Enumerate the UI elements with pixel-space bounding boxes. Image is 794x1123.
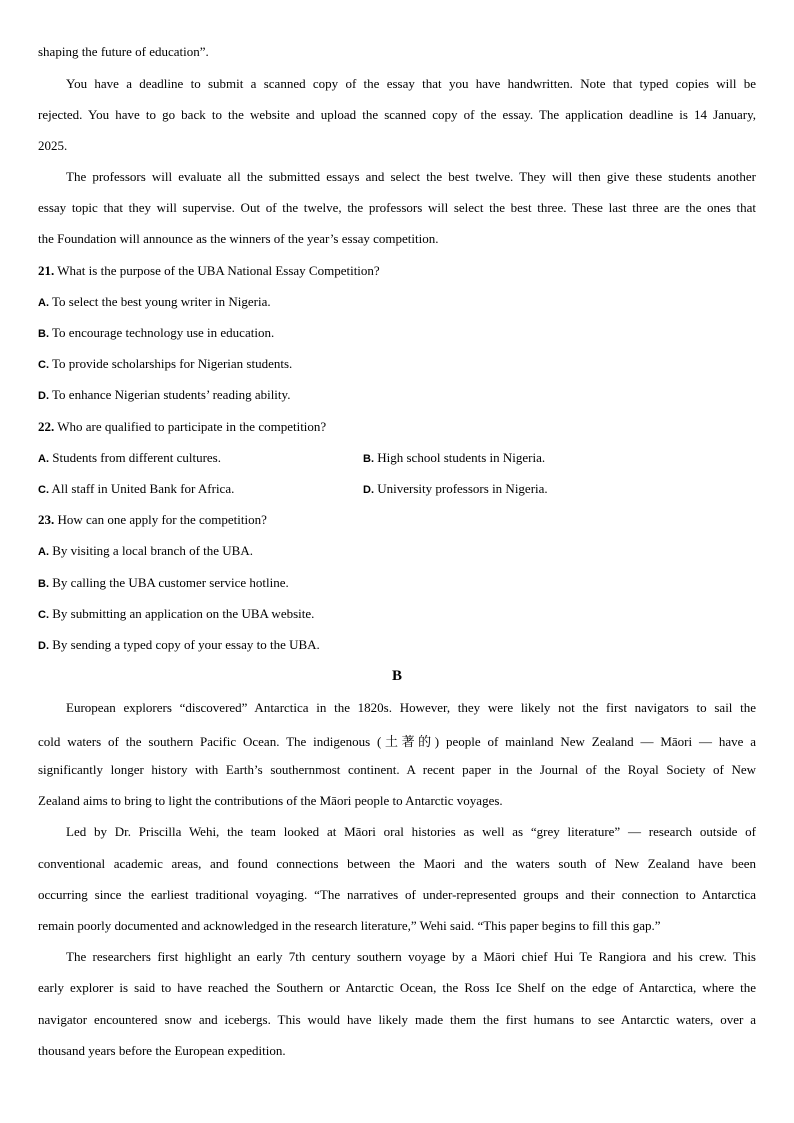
option-letter: C. xyxy=(38,609,49,621)
option-text: By sending a typed copy of your essay to the UBA. xyxy=(52,637,320,652)
option-23-a xyxy=(38,543,253,559)
option-letter: A. xyxy=(38,297,49,309)
passage-line: You have a deadline to submit a scanned copy of the essay that you have handwritten. Note that typed copies will be xyxy=(66,76,756,91)
option-letter: A. xyxy=(38,453,49,465)
question-text: How can one apply for the competition? xyxy=(57,512,267,527)
passage-line: rejected. You have to go back to the website and upload the scanned copy of the essay. The application deadline is 14 January, xyxy=(38,107,756,122)
option-letter: B. xyxy=(38,578,49,590)
option-22-c xyxy=(38,481,234,497)
passage-line: occurring since the earliest traditional voyaging. “The narratives of under-represented groups and their connection to Antarctica xyxy=(38,887,756,902)
question-22 xyxy=(38,419,326,435)
option-text: Students from different cultures. xyxy=(52,450,221,465)
passage-line: navigator encountered snow and icebergs. This would have likely made them the first humans to see Antarctic waters, over a xyxy=(38,1012,756,1027)
option-letter: A. xyxy=(38,546,49,558)
question-21 xyxy=(38,263,380,279)
option-text: To provide scholarships for Nigerian students. xyxy=(52,356,293,371)
option-text: By visiting a local branch of the UBA. xyxy=(52,543,253,558)
option-text: All staff in United Bank for Africa. xyxy=(51,481,235,496)
option-letter: D. xyxy=(363,484,374,496)
option-23-c xyxy=(38,606,314,622)
option-21-d xyxy=(38,387,290,403)
option-text: University professors in Nigeria. xyxy=(377,481,548,496)
option-letter: B. xyxy=(363,453,374,465)
question-text: Who are qualified to participate in the competition? xyxy=(57,419,327,434)
passage-line: The professors will evaluate all the submitted essays and select the best twelve. They will then give these students another xyxy=(66,169,756,184)
option-text: To enhance Nigerian students’ reading ability. xyxy=(52,387,291,402)
passage-line: the Foundation will announce as the winners of the year’s essay competition. xyxy=(38,231,439,246)
question-number: 21. xyxy=(38,263,55,278)
option-letter: D. xyxy=(38,640,49,652)
passage-line: Zealand aims to bring to light the contributions of the Māori people to Antarctic voyages. xyxy=(38,793,503,808)
passage-line: thousand years before the European expedition. xyxy=(38,1043,286,1058)
option-letter: C. xyxy=(38,359,49,371)
option-21-a xyxy=(38,294,271,310)
option-22-d xyxy=(363,481,548,497)
passage-line: significantly longer history with Earth’s southernmost continent. A recent paper in the Journal of the Royal Society of New xyxy=(38,762,756,777)
question-number: 22. xyxy=(38,419,55,434)
option-text: By calling the UBA customer service hotline. xyxy=(52,575,289,590)
option-21-b xyxy=(38,325,274,341)
passage-line: The researchers first highlight an early 7th century southern voyage by a Māori chief Hui Te Rangiora and his crew. This xyxy=(66,949,756,964)
option-letter: B. xyxy=(38,328,49,340)
option-text: High school students in Nigeria. xyxy=(377,450,546,465)
option-letter: C. xyxy=(38,484,49,496)
question-text: What is the purpose of the UBA National Essay Competition? xyxy=(57,263,380,278)
section-heading: B xyxy=(391,668,402,684)
option-text: By submitting an application on the UBA website. xyxy=(52,606,315,621)
option-text: To encourage technology use in education. xyxy=(52,325,275,340)
option-23-d xyxy=(38,637,320,653)
passage-line: conventional academic areas, and found connections between the Maori and the waters south of New Zealand have been xyxy=(38,856,756,871)
passage-line: remain poorly documented and acknowledged in the research literature,” Wehi said. “This paper begins to fill this gap.” xyxy=(38,918,661,933)
option-letter: D. xyxy=(38,390,49,402)
question-23 xyxy=(38,512,267,528)
passage-line: early explorer is said to have reached the Southern or Antarctic Ocean, the Ross Ice Shelf on the edge of Antarctica, where the xyxy=(38,980,756,995)
option-text: To select the best young writer in Nigeria. xyxy=(52,294,271,309)
passage-line: cold waters of the southern Pacific Ocean. The indigenous (土著的) people of mainland New Zealand — Māori — have a xyxy=(38,734,756,749)
option-21-c xyxy=(38,356,292,372)
passage-line: European explorers “discovered” Antarctica in the 1820s. However, they were likely not the first navigators to sail the xyxy=(66,700,756,715)
passage-line: shaping the future of education”. xyxy=(38,44,209,59)
passage-line: Led by Dr. Priscilla Wehi, the team looked at Māori oral histories as well as “grey literature” — research outside of xyxy=(66,824,756,839)
option-22-a xyxy=(38,450,221,466)
question-number: 23. xyxy=(38,512,55,527)
passage-line: essay topic that they will supervise. Out of the twelve, the professors will select the best three. These last three are the ones that xyxy=(38,200,756,215)
option-23-b xyxy=(38,575,289,591)
passage-line: 2025. xyxy=(38,138,68,153)
option-22-b xyxy=(363,450,545,466)
